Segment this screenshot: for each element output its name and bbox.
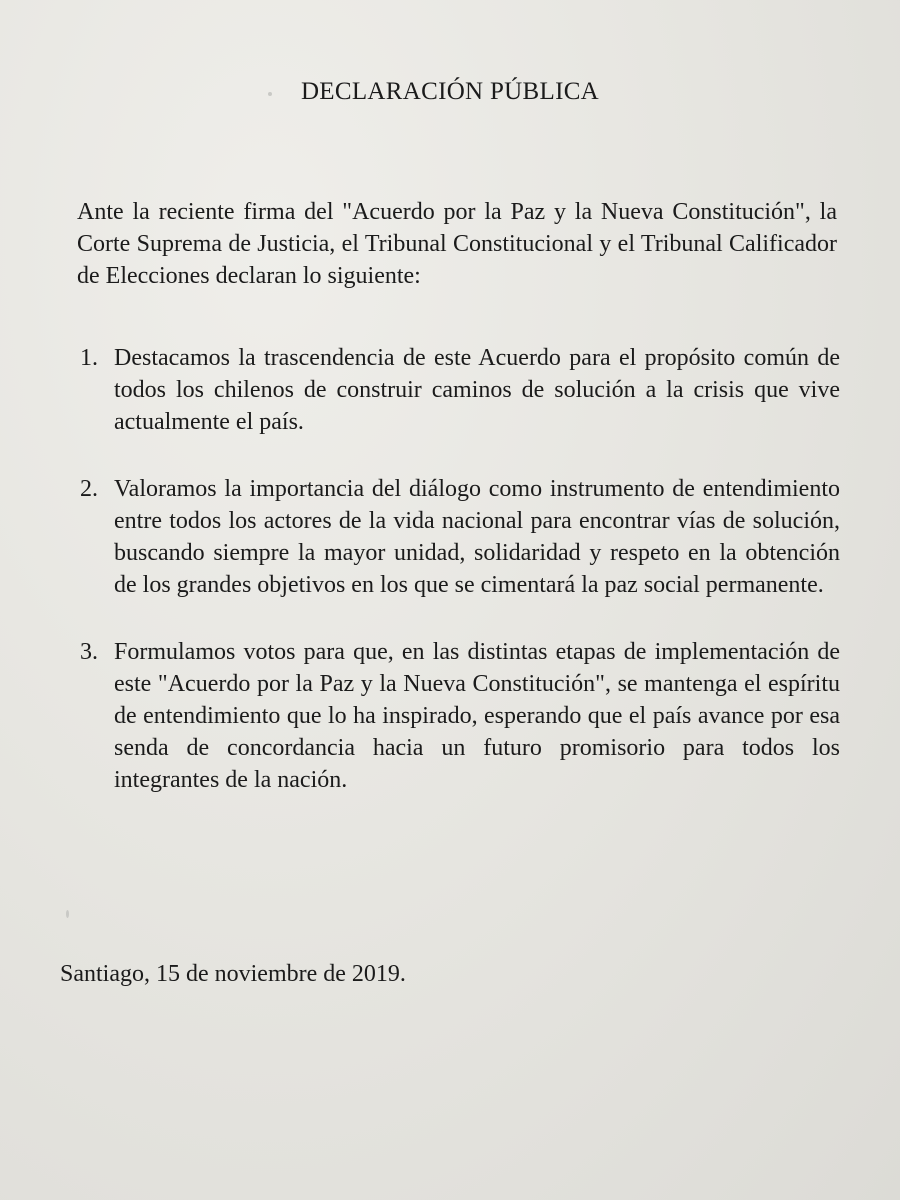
place-date: Santiago, 15 de noviembre de 2019. — [60, 961, 406, 987]
item-text: Valoramos la importancia del diálogo como instrumento de entendimiento entre todos los actores de la vida nacional para encontrar vías de solución, buscando siempre la mayor unidad, solidaridad y respeto en la obtención de los grandes objetivos en los que se cimentará la paz social permanente. — [114, 476, 840, 598]
item-text: Destacamos la trascendencia de este Acuerdo para el propósito común de todos los chilenos de construir caminos de solución a la crisis que vive actualmente el país. — [114, 345, 840, 435]
item-number: 3. — [80, 639, 98, 665]
intro-paragraph: Ante la reciente firma del "Acuerdo por la Paz y la Nueva Constitución", la Corte Suprema de Justicia, el Tribunal Constitucional y el Tribunal Calificador de Elecciones declaran lo siguiente: — [77, 199, 837, 289]
item-number: 2. — [80, 476, 98, 502]
list-item — [80, 342, 840, 438]
document-title: DECLARACIÓN PÚBLICA — [300, 78, 600, 105]
list-item — [80, 473, 840, 601]
item-text: Formulamos votos para que, en las distintas etapas de implementación de este "Acuerdo por la Paz y la Nueva Constitución", se mantenga el espíritu de entendimiento que lo ha inspirado, esperando que el país avance por esa senda de concordancia hacia un futuro promisorio para todos los integrantes de la nación. — [114, 639, 840, 793]
declaration-list — [80, 342, 840, 831]
list-item — [80, 636, 840, 796]
item-number: 1. — [80, 345, 98, 371]
paper-speck — [66, 910, 69, 918]
